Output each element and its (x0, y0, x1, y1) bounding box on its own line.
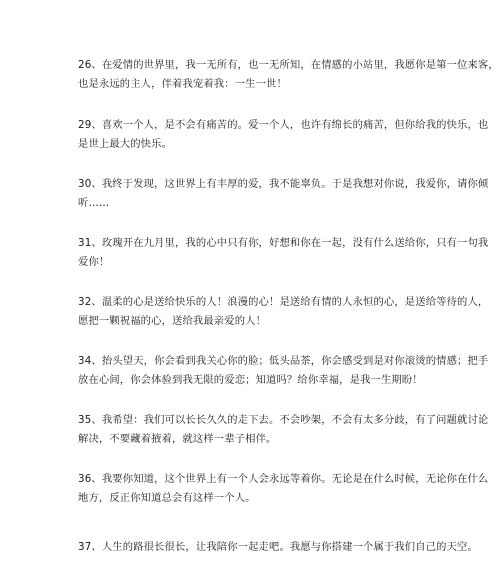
paragraph-line: 爱你！ (78, 256, 110, 268)
paragraph-32 (78, 293, 489, 331)
paragraph-35 (78, 411, 489, 449)
paragraph-26 (78, 56, 499, 94)
paragraph-line: 37、人生的路很长很长，让我陪你一起走吧。我愿与你搭建一个属于我们自己的天空。 (78, 541, 478, 553)
paragraph-line: 也是永远的主人，伴着我宠着我：一生一世！ (78, 78, 287, 90)
paragraph-line: 32、温柔的心是送给快乐的人！浪漫的心！是送给有情的人永恒的心，是送给等待的人， (78, 296, 489, 308)
paragraph-line: 解决，不要藏着掖着，就这样一辈子相伴。 (78, 433, 277, 445)
paragraph-line: 36、我要你知道，这个世界上有一个人会永远等着你。无论是在什么时候，无论你在什么 (78, 473, 489, 485)
paragraph-29 (78, 116, 489, 154)
paragraph-line: 放在心间，你会体验到我无限的爱恋；知道吗？给你幸福，是我一生期盼！ (78, 374, 423, 386)
paragraph-line: 是世上最大的快乐。 (78, 138, 173, 150)
paragraph-line: 26、在爱情的世界里，我一无所有，也一无所知，在情感的小站里，我愿你是第一位来客， (78, 59, 499, 71)
paragraph-line: 听…… (78, 197, 110, 209)
paragraph-30 (78, 175, 489, 213)
paragraph-line: 地方，反正你知道总会有这样一个人。 (78, 492, 256, 504)
paragraph-line: 31、玫瑰开在九月里，我的心中只有你，好想和你在一起，没有什么送给你，只有一句我 (78, 237, 489, 249)
paragraph-line: 愿把一颗祝福的心，送给我最亲爱的人！ (78, 315, 267, 327)
paragraph-line: 29、喜欢一个人，是不会有痛苦的。爱一个人，也许有绵长的痛苦，但你给我的快乐，也 (78, 119, 489, 131)
paragraph-37 (78, 538, 478, 557)
paragraph-34 (78, 352, 489, 390)
paragraph-36 (78, 470, 489, 508)
paragraph-line: 35、我希望：我们可以长长久久的走下去。不会吵架，不会有太多分歧，有了问题就讨论 (78, 414, 489, 426)
paragraph-line: 34、抬头望天，你会看到我关心你的脸；低头品茶，你会感受到是对你滚烫的情感；把手 (78, 355, 489, 367)
paragraph-line: 30、我终于发现，这世界上有丰厚的爱，我不能辜负。于是我想对你说，我爱你，请你倾 (78, 178, 489, 190)
paragraph-31 (78, 234, 489, 272)
